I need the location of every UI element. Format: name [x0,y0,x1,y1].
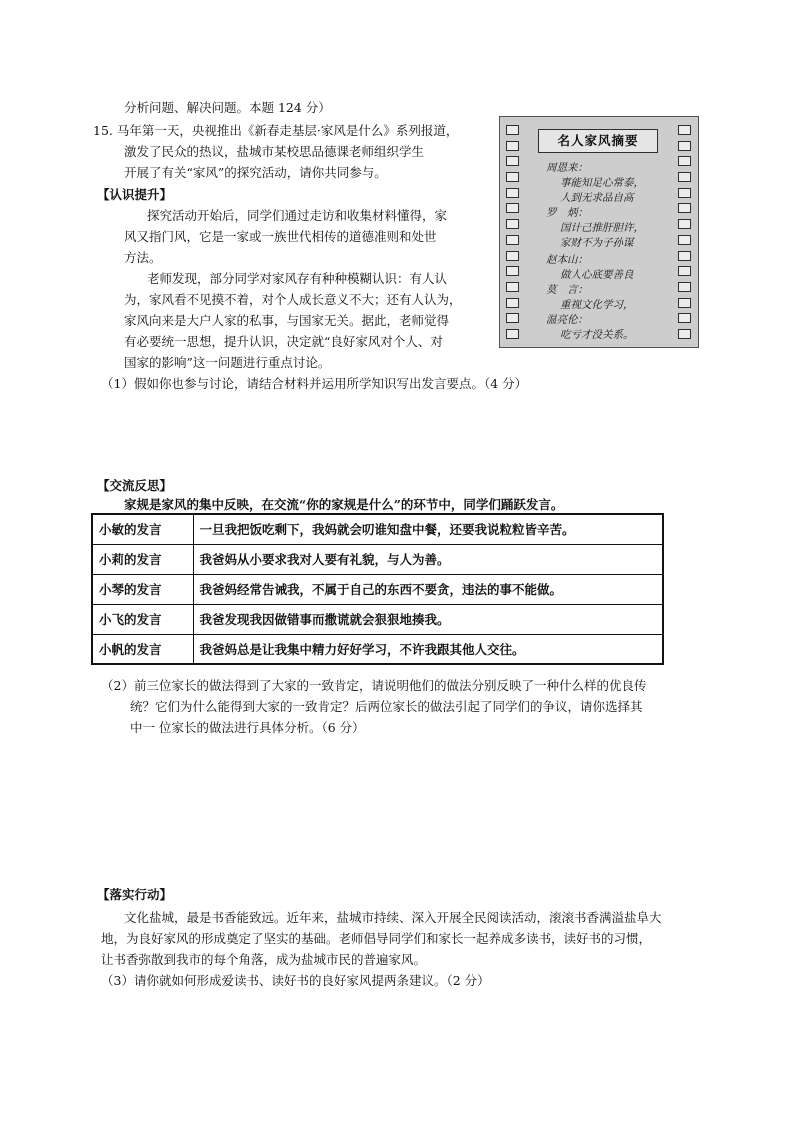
action-para-line: 文化盐城，最是书香能致远。近年来，盐城市持续、深入开展全民阅读活动，滚滚书香满溢盐阜大 [124,910,662,925]
speech-content: 我爸妈总是让我集中精力好好学习，不许我跟其他人交往。 [193,634,663,664]
q15-line-3: 开展了有关“家风”的探究活动，请你共同参与。 [124,165,387,180]
table-row [92,544,663,574]
figure-line: 重视文化学习， [560,299,634,311]
para1-line: 方法。 [124,250,162,265]
speech-content: 我爸妈经常告诫我，不属于自己的东西不要贪，违法的事不能做。 [193,574,663,604]
para2-line: 家风向来是大户人家的私事，与国家无关。据此，老师觉得 [124,313,450,328]
para2-line: 老师发现，部分同学对家风存有种种模糊认识：有人认 [147,271,448,286]
speaker-name: 小飞的发言 [92,604,193,634]
table-row [92,604,663,634]
para2-line: 国家的影响”这一问题进行重点讨论。 [124,355,331,370]
q15-line-1: 15. 马年第一天，央视推出《新春走基层·家风是什么》系列报道， [93,123,459,138]
para2-line: 有必要统一思想，提升认识，决定就“良好家风对个人、对 [124,334,443,349]
figure-line: 事能知足心常泰， [560,177,644,189]
reflection-intro: 家规是家风的集中反映，在交流“你的家规是什么”的环节中，同学们踊跃发言。 [124,497,564,512]
figure-title: 名人家风摘要 [538,129,658,153]
para1-line: 探究活动开始后，同学们通过走访和收集材料懂得，家 [147,208,448,223]
table-row [92,634,663,664]
section-heading-reflection: 【交流反思】 [97,478,173,493]
speaker-name: 小敏的发言 [92,514,193,544]
action-para-line: 让书香弥散到我市的每个角落，成为盐城市民的普遍家风。 [101,952,427,967]
section-heading-awareness: 【认识提升】 [97,187,173,202]
film-holes-right [678,125,692,339]
family-rules-table [91,513,664,665]
film-holes-left [506,125,520,339]
famous-family-tradition-figure [499,116,699,348]
figure-line: 周恩来： [546,162,588,174]
question-1: （1）假如你也参与讨论，请结合材料并运用所学知识写出发言要点。（4 分） [101,376,528,391]
figure-line: 做人心底要善良 [560,269,634,281]
figure-line: 国计己推肝胆许， [560,222,644,234]
figure-line: 莫 言： [546,284,588,296]
speech-content: 我爸妈从小要求我对人要有礼貌，与人为善。 [193,544,663,574]
intro-text: 分析问题、解决问题。本题 124 分） [124,100,331,115]
question-3: （3）请你就如何形成爱读书、读好书的良好家风提两条建议。（2 分） [101,973,490,988]
speaker-name: 小琴的发言 [92,574,193,604]
figure-line: 吃亏才没关系。 [560,329,634,341]
section-heading-action: 【落实行动】 [97,887,173,902]
speaker-name: 小帆的发言 [92,634,193,664]
question-2-line: 中一 位家长的做法进行具体分析。（6 分） [130,720,365,735]
para2-line: 为，家风看不见摸不着，对个人成长意义不大；还有人认为， [124,292,462,307]
question-2-line: （2）前三位家长的做法得到了大家的一致肯定，请说明他们的做法分别反映了一种什么样的优良传 [101,678,647,693]
table-row [92,574,663,604]
figure-line: 人到无求品自高 [560,192,634,204]
question-2-line: 统？它们为什么能得到大家的一致肯定？后两位家长的做法引起了同学们的争议，请你选择其 [130,699,643,714]
para1-line: 风又指门风，它是一家或一族世代相传的道德准则和处世 [124,229,437,244]
speech-content: 一旦我把饭吃剩下，我妈就会叨谁知盘中餐，还要我说粒粒皆辛苦。 [193,514,663,544]
figure-line: 罗 炳： [546,207,588,219]
figure-line: 赵本山： [546,254,588,266]
speech-content: 我爸发现我因做错事而撒谎就会狠狠地揍我。 [193,604,663,634]
table-row [92,514,663,544]
action-para-line: 地，为良好家风的形成奠定了坚实的基础。老师倡导同学们和家长一起养成多读书，读好书的习惯， [101,931,652,946]
speaker-name: 小莉的发言 [92,544,193,574]
figure-line: 家财不为子孙谋 [560,237,634,249]
figure-line: 温亮伦： [546,314,588,326]
q15-line-2: 激发了民众的热议，盐城市某校思品德课老师组织学生 [124,144,425,159]
